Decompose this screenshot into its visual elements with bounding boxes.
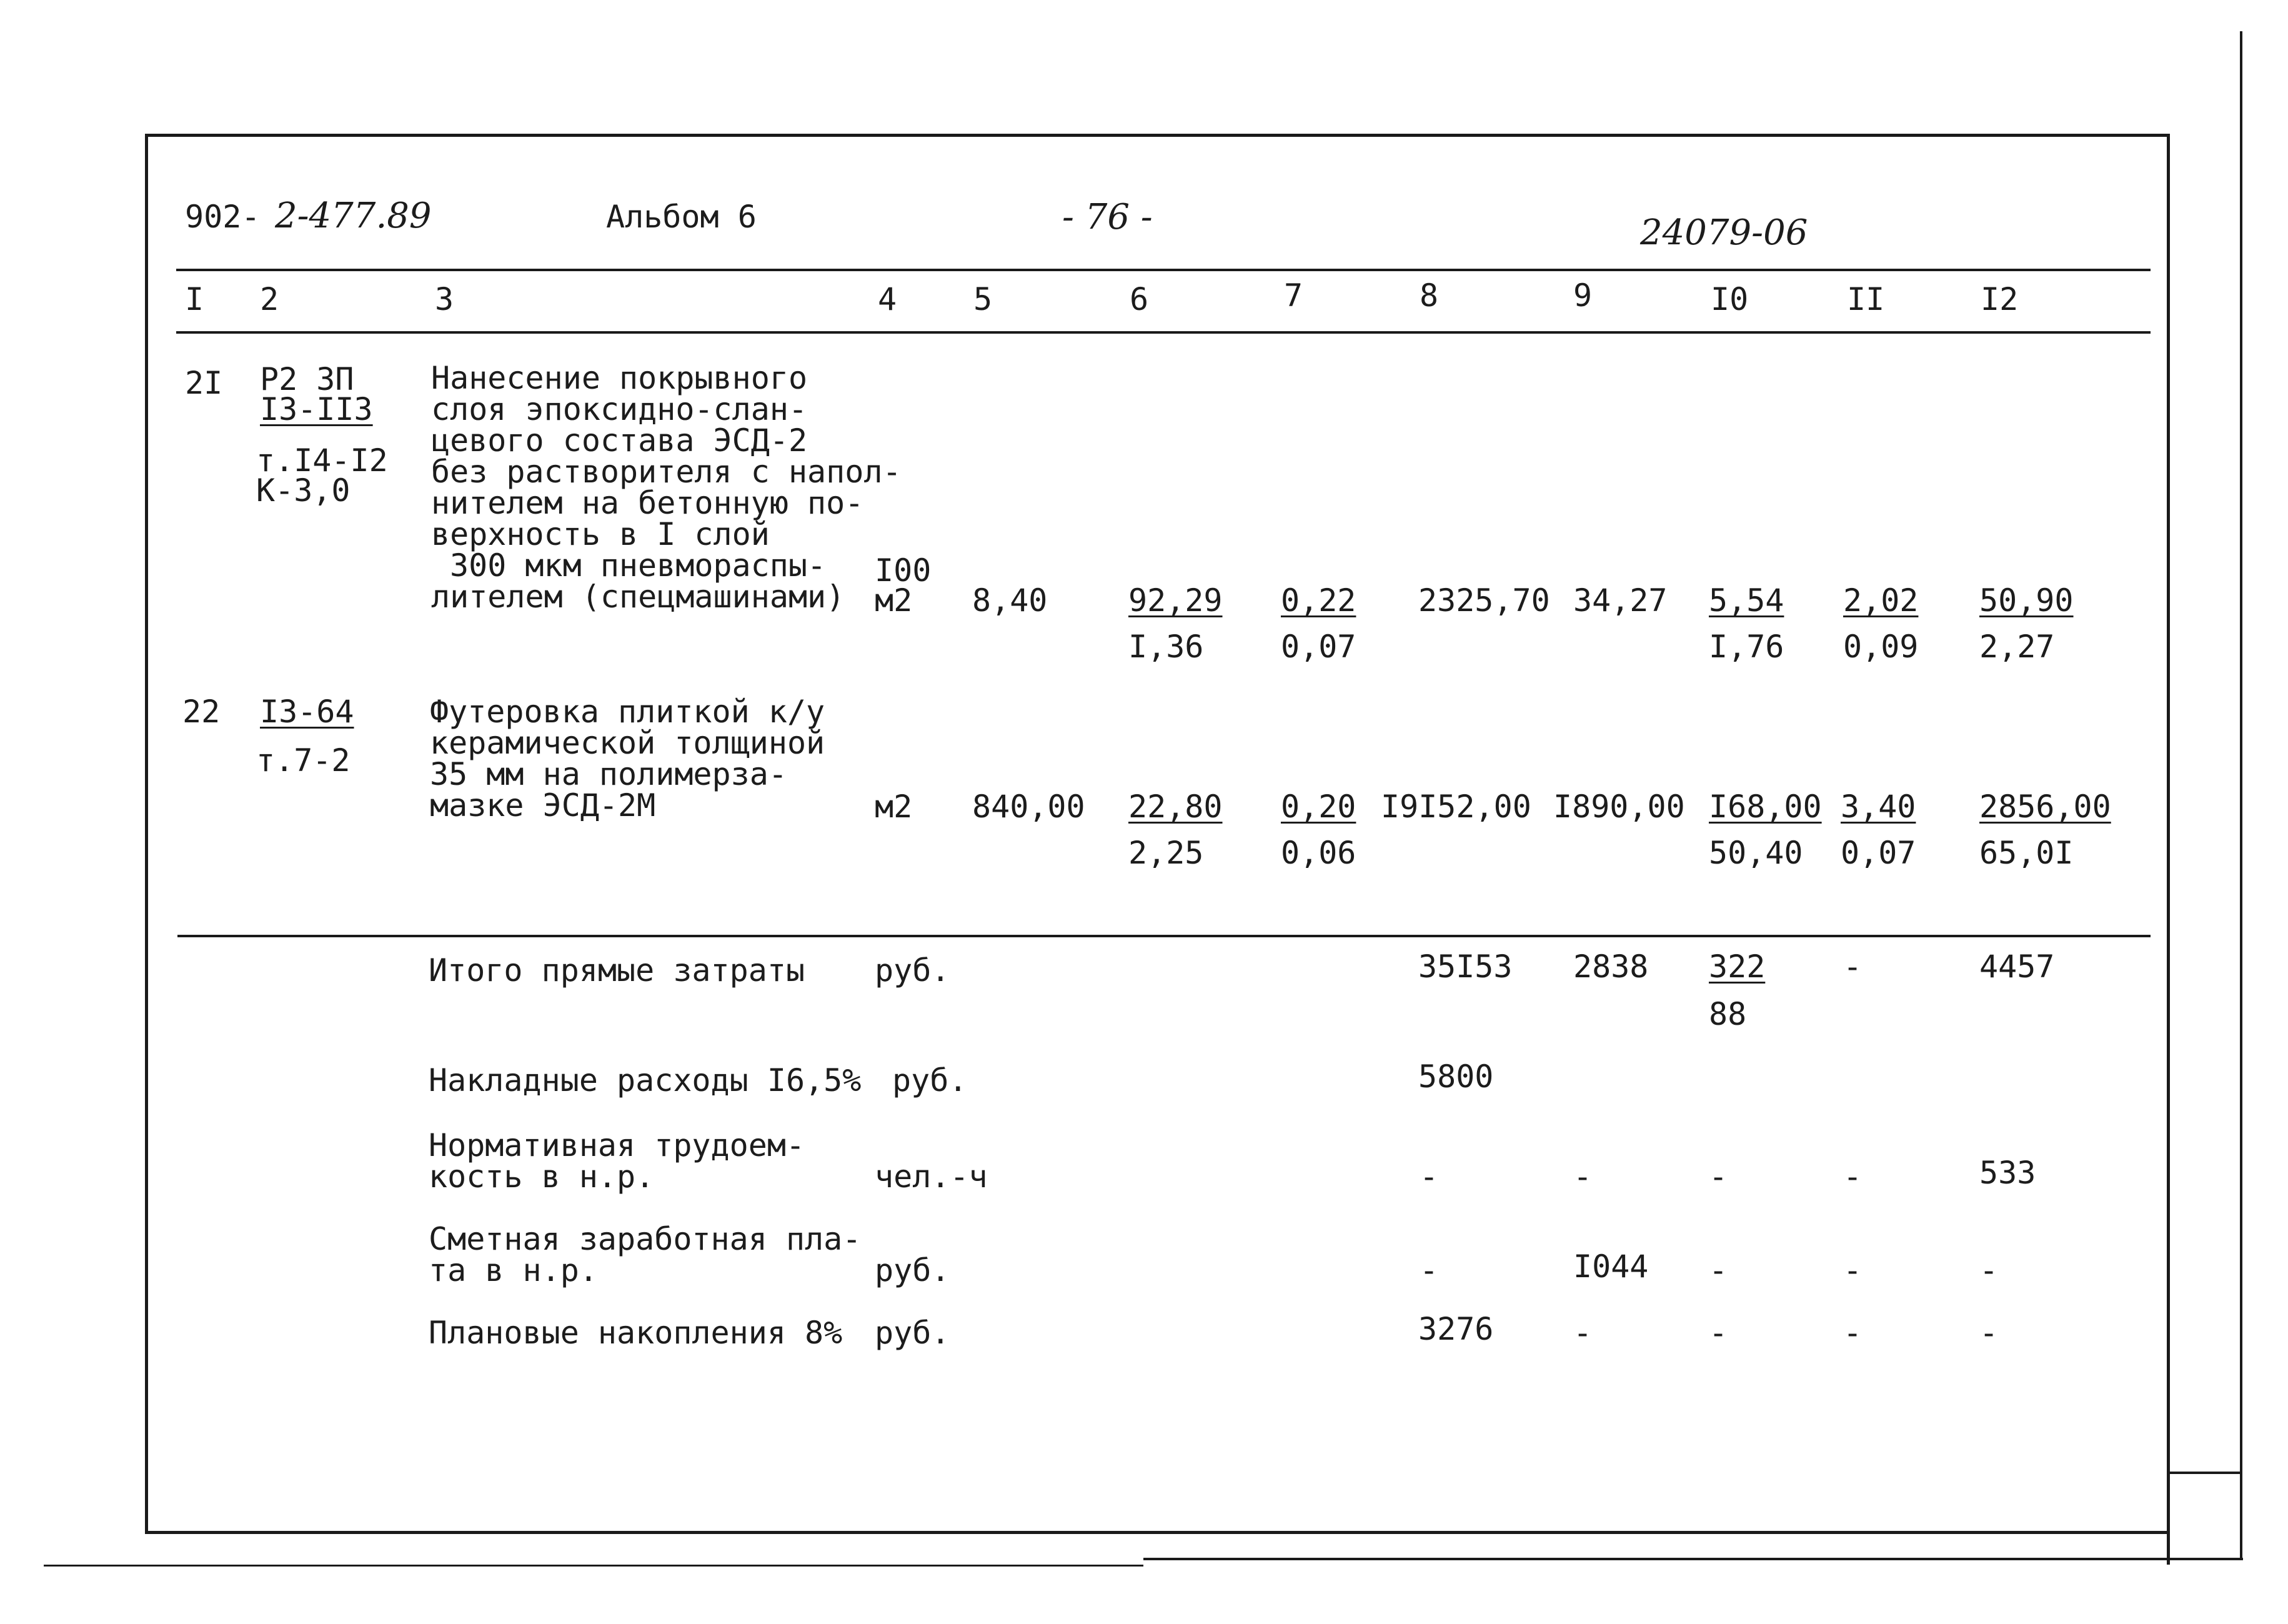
total-label: Плановые накопления 8% — [429, 1315, 843, 1351]
total-unit: чел.-ч — [875, 1158, 988, 1195]
frame-bottom-line — [145, 1531, 2169, 1534]
column-header-2: 2 — [260, 281, 279, 317]
row-description-line: Футеровка плиткой к/у — [430, 694, 825, 730]
row-unit: I00 — [875, 552, 932, 589]
total-cell-9: 2838 — [1573, 949, 1649, 985]
row-ref: I3-II3 — [260, 391, 373, 427]
row-description-line: керамической толщиной — [430, 725, 825, 761]
total-cell-9: - — [1573, 1158, 1593, 1195]
total-label: Накладные расходы I6,5% — [429, 1062, 862, 1098]
total-cell-11: - — [1843, 1315, 1863, 1351]
total-cell-10-top: 322 — [1709, 949, 1766, 985]
total-cell-9: - — [1573, 1315, 1593, 1351]
row-ref: К-3,0 — [256, 472, 351, 509]
row-cell-7-bottom: 0,06 — [1281, 835, 1356, 871]
frame-top-line — [145, 134, 2169, 137]
total-label-line: Сметная заработная пла- — [429, 1221, 862, 1257]
document-code-prefix: 902- — [185, 199, 261, 235]
row-cell-8: 2325,70 — [1418, 582, 1550, 619]
row-cell-6-top: 22,80 — [1128, 789, 1223, 825]
header-top-rule — [176, 269, 2151, 271]
total-cell-10: - — [1709, 1315, 1728, 1351]
row-description-line: слоя эпоксидно-слан- — [431, 391, 808, 427]
totals-separator-rule — [177, 935, 2151, 937]
row-cell-11-top: 3,40 — [1841, 789, 1916, 825]
row-cell-9: I890,00 — [1553, 789, 1685, 825]
total-cell-8: - — [1420, 1158, 1439, 1195]
total-cell-12: - — [1979, 1252, 1999, 1288]
row-description-line: лителем (спецмашинами) — [431, 579, 845, 615]
row-cell-9: 34,27 — [1573, 582, 1668, 619]
total-label-line: Нормативная трудоем- — [429, 1127, 805, 1163]
total-cell-8: 35I53 — [1418, 949, 1513, 985]
column-header-1: I — [185, 281, 204, 317]
row-description-line: верхность в I слой — [431, 516, 770, 552]
total-unit: руб. — [875, 1252, 950, 1288]
total-cell-11: - — [1843, 949, 1863, 985]
document-number: 24079-06 — [1640, 212, 1808, 253]
total-unit: руб. — [875, 952, 950, 989]
frame-left-line — [145, 134, 148, 1533]
row-cell-12-top: 2856,00 — [1979, 789, 2111, 825]
row-description-line: 300 мкм пневмораспы- — [450, 547, 827, 584]
row-cell-12-bottom: 2,27 — [1979, 629, 2055, 665]
row-description-line: цевого состава ЭСД-2 — [431, 422, 808, 459]
row-cell-10-bottom: 50,40 — [1709, 835, 1803, 871]
row-cell-6-bottom: I,36 — [1128, 629, 1204, 665]
total-label: Итого прямые затраты — [429, 952, 805, 989]
row-cell-6-top: 92,29 — [1128, 582, 1223, 619]
row-cell-7-top: 0,22 — [1281, 582, 1356, 619]
column-header-4: 4 — [878, 281, 897, 317]
frame-right-line — [2167, 134, 2170, 1565]
total-unit: руб. — [875, 1315, 950, 1351]
row-description-line: Нанесение покрывного — [431, 360, 808, 396]
column-header-5: 5 — [973, 281, 993, 317]
row-ref: т.7-2 — [256, 742, 351, 779]
row-cell-11-bottom: 0,07 — [1841, 835, 1916, 871]
row-quantity: 8,40 — [972, 582, 1048, 619]
row-description-line: нителем на бетонную по- — [431, 485, 864, 521]
row-cell-12-bottom: 65,0I — [1979, 835, 2074, 871]
total-cell-10: - — [1709, 1252, 1728, 1288]
total-label-line: та в н.р. — [429, 1252, 598, 1288]
total-cell-8: - — [1420, 1252, 1439, 1288]
row-cell-7-bottom: 0,07 — [1281, 629, 1356, 665]
column-header-12: I2 — [1981, 281, 2019, 317]
row-cell-11-bottom: 0,09 — [1843, 629, 1919, 665]
row-ref: Р2 ЗП — [260, 361, 354, 397]
row-ref: I3-64 — [260, 694, 354, 730]
page-bottom-rule — [44, 1565, 1143, 1567]
row-quantity: 840,00 — [972, 789, 1085, 825]
total-cell-12: 533 — [1979, 1155, 2036, 1191]
total-cell-9: I044 — [1573, 1248, 1649, 1285]
row-description-line: мазке ЭСД-2М — [430, 787, 656, 824]
row-cell-6-bottom: 2,25 — [1128, 835, 1204, 871]
total-cell-10-bottom: 88 — [1709, 996, 1747, 1032]
total-label-line: кость в н.р. — [429, 1158, 655, 1195]
row-number: 2I — [185, 365, 223, 401]
column-header-7: 7 — [1284, 277, 1303, 314]
stamp-box-top — [2170, 1472, 2242, 1474]
row-description-line: без растворителя с напол- — [431, 454, 902, 490]
document-code-handwritten: 2-477.89 — [275, 196, 432, 236]
row-cell-12-top: 50,90 — [1979, 582, 2074, 619]
row-ref: т.I4-I2 — [256, 442, 388, 479]
row-number: 22 — [182, 694, 221, 730]
header-bottom-rule — [176, 331, 2151, 334]
total-cell-12: 4457 — [1979, 949, 2055, 985]
row-cell-10-bottom: I,76 — [1709, 629, 1784, 665]
row-unit: м2 — [875, 582, 913, 619]
total-cell-10: - — [1709, 1158, 1728, 1195]
row-cell-7-top: 0,20 — [1281, 789, 1356, 825]
total-cell-8: 5800 — [1418, 1059, 1494, 1095]
row-cell-10-top: 5,54 — [1709, 582, 1784, 619]
total-cell-11: - — [1843, 1252, 1863, 1288]
row-cell-8: I9I52,00 — [1381, 789, 1531, 825]
total-cell-12: - — [1979, 1315, 1999, 1351]
row-description-line: 35 мм на полимерза- — [430, 756, 787, 792]
album-label: Альбом 6 — [606, 199, 757, 235]
row-unit: м2 — [875, 789, 913, 825]
total-cell-8: 3276 — [1418, 1311, 1494, 1347]
page-number: - 76 - — [1062, 197, 1153, 237]
frame-bottom-outer-line — [1143, 1558, 2243, 1560]
row-cell-10-top: I68,00 — [1709, 789, 1822, 825]
column-header-9: 9 — [1573, 277, 1593, 314]
column-header-10: I0 — [1711, 281, 1749, 317]
row-cell-11-top: 2,02 — [1843, 582, 1919, 619]
column-header-11: II — [1847, 281, 1885, 317]
page-right-edge — [2240, 31, 2242, 1560]
total-unit: руб. — [892, 1062, 968, 1098]
column-header-3: 3 — [435, 281, 454, 317]
total-cell-11: - — [1843, 1158, 1863, 1195]
column-header-8: 8 — [1420, 277, 1439, 314]
column-header-6: 6 — [1130, 281, 1149, 317]
